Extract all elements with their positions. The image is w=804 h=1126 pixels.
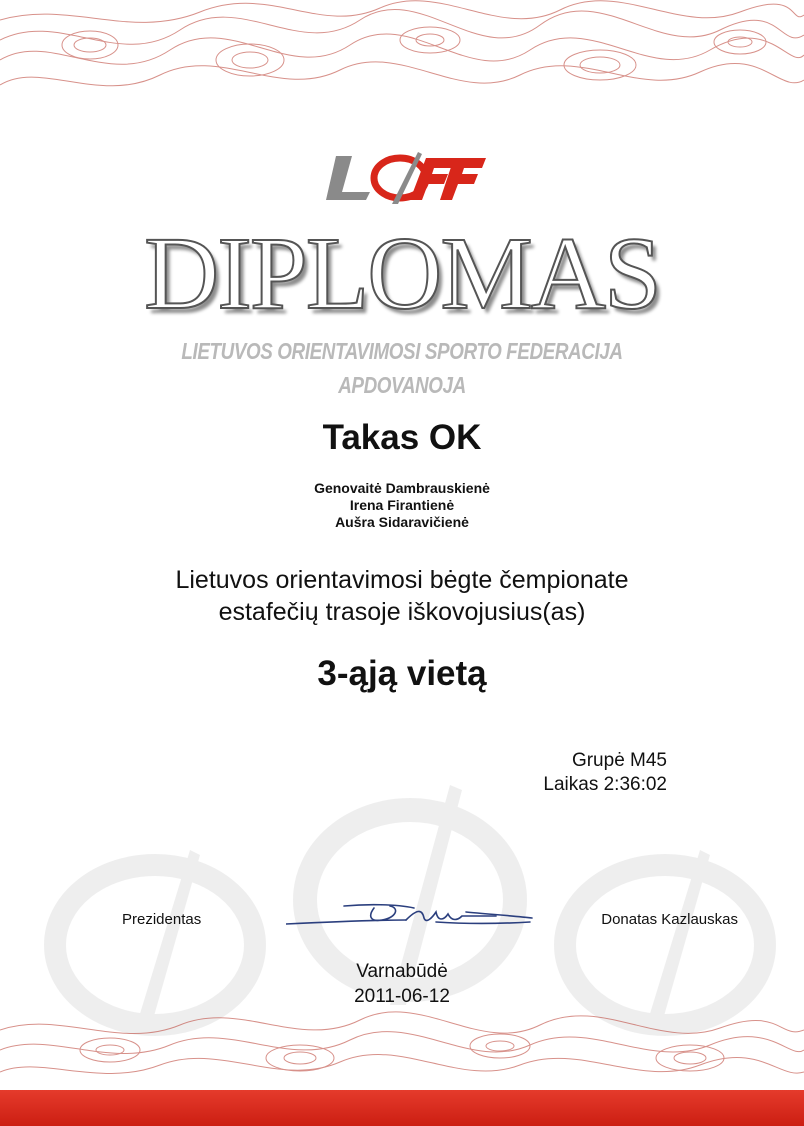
signer-name: Donatas Kazlauskas bbox=[601, 911, 738, 928]
team-member: Aušra Sidaravičienė bbox=[335, 514, 469, 530]
result-time: Laikas 2:36:02 bbox=[543, 774, 667, 795]
footer-red-band bbox=[0, 1090, 804, 1126]
award-place: 3-ąją vietą bbox=[317, 654, 487, 693]
federation-logo bbox=[322, 152, 490, 204]
federation-awards: APDOVANOJA bbox=[338, 372, 466, 398]
award-description-line2: estafečių trasoje iškovojusius(as) bbox=[218, 598, 586, 626]
diploma-title: DIPLOMAS bbox=[144, 216, 660, 331]
president-signature bbox=[286, 898, 534, 932]
event-location: Varnabūdė bbox=[356, 961, 448, 982]
topo-border-bottom bbox=[0, 1010, 804, 1090]
event-date: 2011-06-12 bbox=[354, 986, 450, 1007]
team-member: Irena Firantienė bbox=[349, 497, 455, 513]
signer-role: Prezidentas bbox=[122, 911, 202, 928]
team-member: Genovaitė Dambrauskienė bbox=[314, 480, 490, 496]
result-group: Grupė M45 bbox=[571, 750, 667, 771]
federation-name: LIETUVOS ORIENTAVIMOSI SPORTO FEDERACIJA bbox=[181, 338, 623, 364]
topo-border-top bbox=[0, 0, 804, 110]
award-description-line1: Lietuvos orientavimosi bėgte čempionate bbox=[175, 566, 629, 594]
team-name: Takas OK bbox=[322, 418, 482, 457]
